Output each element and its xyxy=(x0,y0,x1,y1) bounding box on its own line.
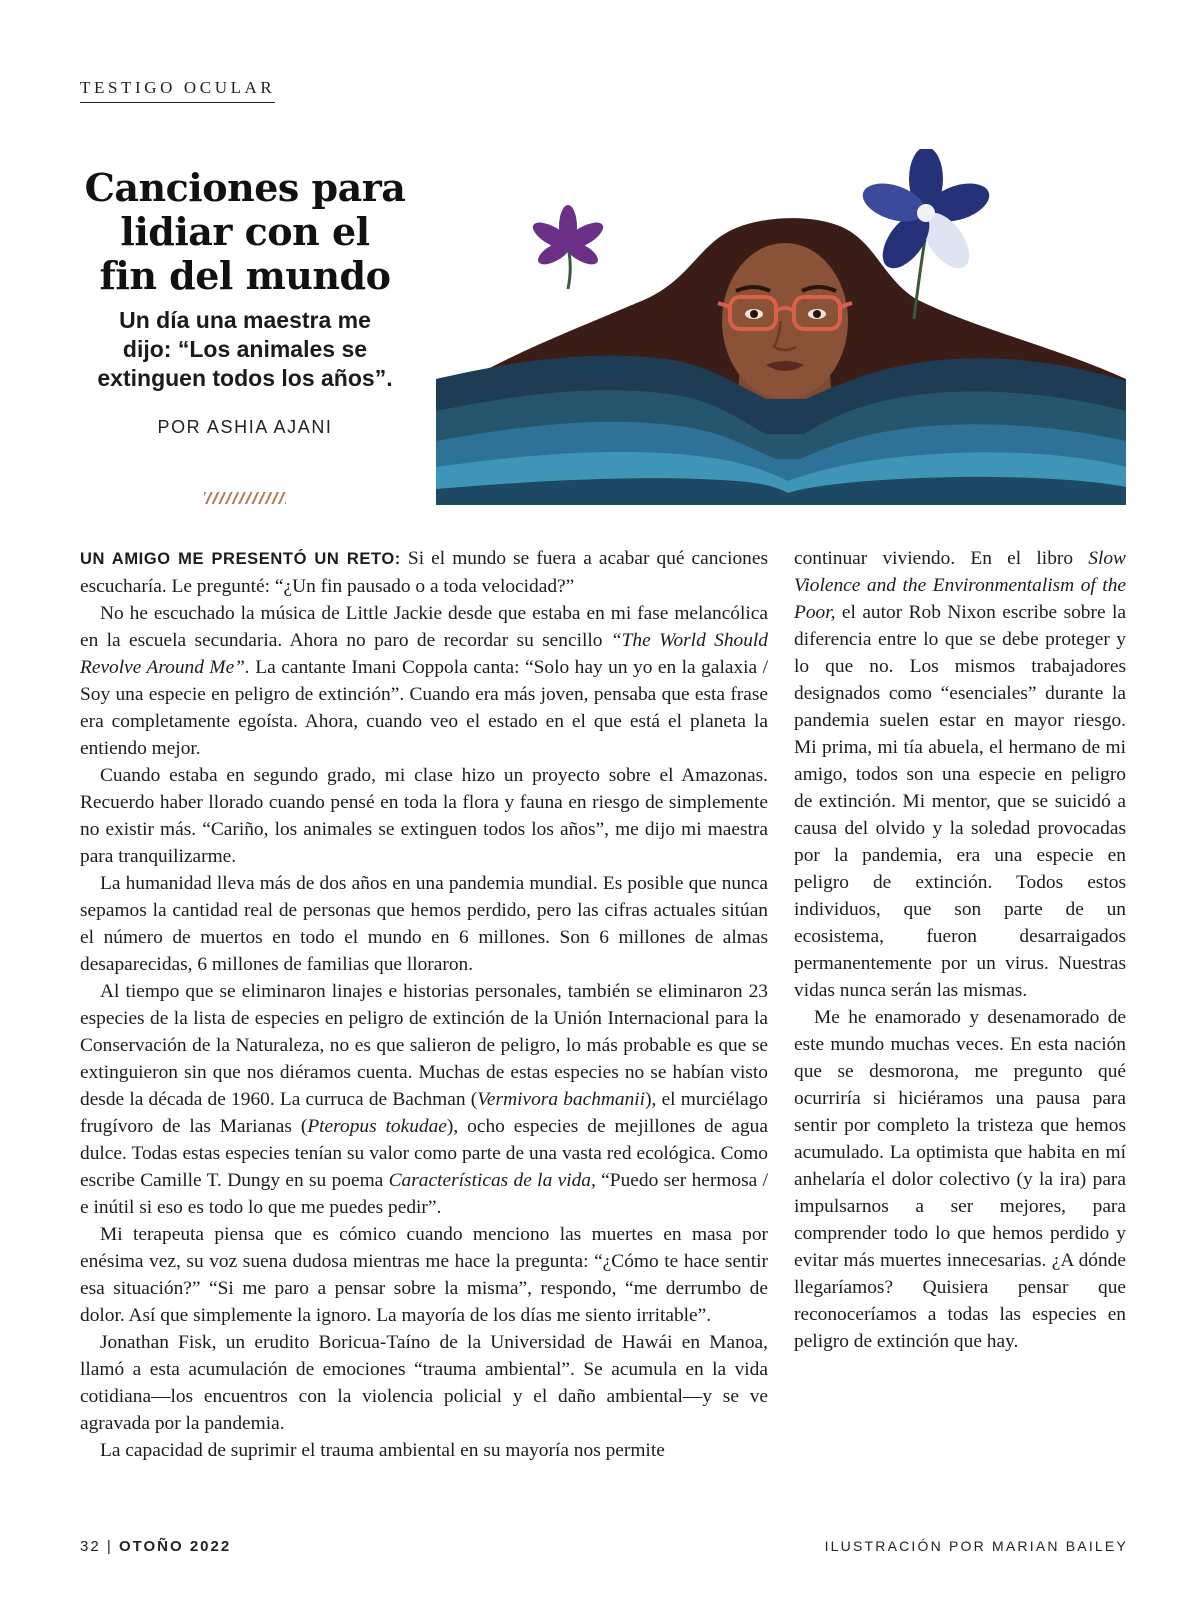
headline-block xyxy=(70,166,420,504)
book-title: Slow Violence and the Environmentalism of the Poor, xyxy=(794,548,1126,623)
face-shape xyxy=(722,243,848,399)
body-column-right xyxy=(794,545,1126,1355)
paragraph-text: No he escuchado la música de Little Jackie desde que estaba en mi fase melancólica en la escuela secundaria. Ahora no paro de recordar su sencillo xyxy=(80,603,768,651)
lead-in: UN AMIGO ME PRESENTÓ UN RETO: xyxy=(80,550,401,568)
song-title: “The World Should Revolve Around Me”. xyxy=(80,630,768,678)
poem-title: Características de la vida, xyxy=(388,1170,596,1191)
article-subtitle xyxy=(70,306,420,393)
paragraph-text: La cantante Imani Coppola canta: “Solo hay un yo en la galaxia / Soy una especie en peligro de extinción”. Cuando era más joven, pensaba que esta frase era completamente egoísta. Ahora, cuando veo el estado en el que está el planeta la entiendo mejor. xyxy=(80,657,769,759)
paragraph-text: continuar viviendo. En el libro xyxy=(794,548,1089,569)
issue-season: OTOÑO 2022 xyxy=(118,1538,232,1555)
byline: POR ASHIA AJANI xyxy=(157,417,333,437)
paragraph-text: “Puedo ser hermosa / e inútil si eso es todo lo que me puedes pedir”. xyxy=(80,1170,768,1218)
subtitle-line: Un día una maestra me xyxy=(119,307,371,333)
page-footer xyxy=(80,1538,231,1555)
subtitle-line: extinguen todos los años”. xyxy=(97,365,393,391)
paragraph-text: ), el murciélago frugívoro de las Marianas ( xyxy=(80,1089,768,1137)
species-name: Pteropus tokudae xyxy=(307,1116,447,1137)
purple-flower-icon xyxy=(529,205,607,289)
body-paragraph xyxy=(80,600,768,762)
footer-separator: | xyxy=(106,1538,113,1555)
body-paragraph xyxy=(80,978,768,1221)
title-line: Canciones para xyxy=(84,165,406,210)
body-paragraph: Cuando estaba en segundo grado, mi clase hizo un proyecto sobre el Amazonas. Recuerdo haber llorado cuando pensé en toda la flora y fauna en riesgo de simplemente no existir más. “Cariño, los animales se extinguen todos los años”, me dijo mi maestra para tranquilizarme. xyxy=(80,765,768,867)
article-illustration xyxy=(436,149,1126,505)
body-paragraph xyxy=(794,545,1126,1004)
body-paragraph xyxy=(80,545,768,600)
title-line: fin del mundo xyxy=(99,253,391,298)
section-label: TESTIGO OCULAR xyxy=(80,78,275,103)
body-paragraph: Mi terapeuta piensa que es cómico cuando menciono las muertes en masa por enésima vez, su voz suena dudosa mientras me hace la pregunta: “¿Cómo te hace sentir esa situación?” “Si me paro a pensar sobre la misma”, respondo, “me derrumbo de dolor. Así que simplemente la ignoro. La mayoría de los días me siento irritable”. xyxy=(80,1224,768,1326)
hatch-divider xyxy=(204,492,286,504)
page-number: 32 xyxy=(80,1538,101,1555)
body-paragraph: Jonathan Fisk, un erudito Boricua-Taíno de la Universidad de Hawái en Manoa, llamó a esta acumulación de emociones “trauma ambiental”. Se acumula en la vida cotidiana—los encuentros con la violencia policial y el daño ambiental—y se ve agravada por la pandemia. xyxy=(80,1332,768,1434)
paragraph-text: Si el mundo se fuera a acabar qué canciones escucharía. Le pregunté: “¿Un fin pausado o a toda velocidad?” xyxy=(80,548,768,597)
body-paragraph: Me he enamorado y desenamorado de este mundo muchas veces. En esta nación que se desmorona, me pregunto qué ocurriría si hiciéramos una pausa para sentir por completo la tristeza que hemos acumulado. La optimista que habita en mí anhelaría el dolor colectivo (y la ira) para impulsarnos a ser mejores, para comprender todo lo que hemos perdido y evitar más muertes innecesarias. ¿A dónde llegaríamos? Quisiera pensar que reconoceríamos a todas las especies en peligro de extinción que hay. xyxy=(794,1007,1126,1352)
body-paragraph: La capacidad de suprimir el trauma ambiental en su mayoría nos permite xyxy=(100,1440,665,1461)
species-name: Vermivora bachmanii xyxy=(477,1089,646,1110)
title-line: lidiar con el xyxy=(120,209,370,254)
body-column-left xyxy=(80,545,768,1464)
body-paragraph: La humanidad lleva más de dos años en una pandemia mundial. Es posible que nunca sepamos la cantidad real de personas que hemos perdido, pero las cifras actuales sitúan el número de muertos en todo el mundo en 6 millones. Son 6 millones de almas desaparecidas, 6 millones de familias que lloraron. xyxy=(80,873,768,975)
article-title xyxy=(70,166,420,298)
illustration-credit: ILUSTRACIÓN POR MARIAN BAILEY xyxy=(824,1538,1128,1554)
paragraph-text: el autor Rob Nixon escribe sobre la diferencia entre lo que se debe proteger y lo que no. Los mismos trabajadores designados como “esenciales” durante la pandemia suelen estar en mayor riesgo. Mi prima, mi tía abuela, el hermano de mi amigo, todos son una especie en peligro de extinción. Mi mentor, que se suicidó a causa del olvido y la soledad provocadas por la pandemia, era una especie en peligro de extinción. Todos estos individuos, que son parte de un ecosistema, fueron desarraigados permanentemente por un virus. Nuestras vidas nunca serán las mismas. xyxy=(794,602,1126,1001)
paragraph-text: ), ocho especies de mejillones de agua dulce. Todas estas especies tenían su valor como parte de una vasta red ecológica. Como escribe Camille T. Dungy en su poema xyxy=(80,1116,768,1191)
subtitle-line: dijo: “Los animales se xyxy=(122,336,368,362)
paragraph-text: Al tiempo que se eliminaron linajes e historias personales, también se eliminaron 23 especies de la lista de especies en peligro de extinción de la Unión Internacional para la Conservación de la Naturaleza, no es que salieron de peligro, lo más probable es que se extinguieron sin que nos diéramos cuenta. Muchas de estas especies no se habían visto desde la década de 1960. La curruca de Bachman ( xyxy=(80,981,768,1110)
